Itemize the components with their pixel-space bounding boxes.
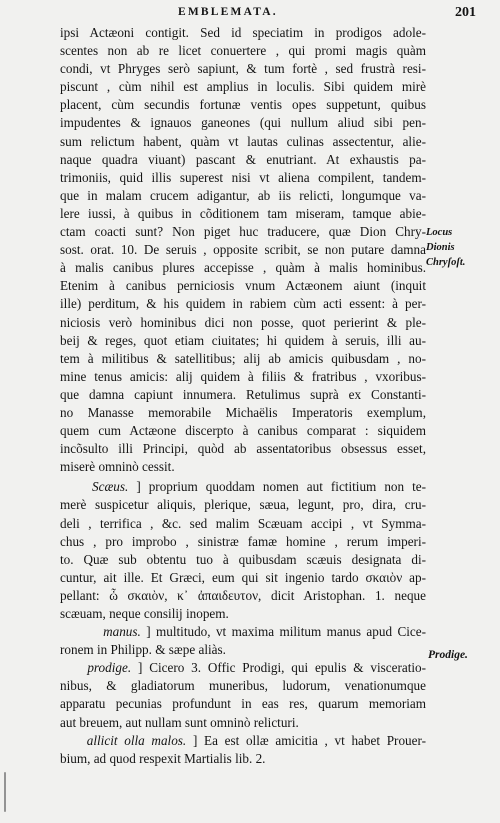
- text-line: beij & reges, quot etiam ciuitates; hi quidem à seruis, illi au-: [60, 332, 426, 348]
- margin-note-prodige: Prodige.: [428, 649, 468, 661]
- text-line: no Manasse memorabile Michaëlis Imperatoris exemplum,: [60, 404, 426, 420]
- body-text: [60, 24, 426, 768]
- text-line: ctam coacti sunt? Non piget huc traducere, quæ Dion Chry-: [60, 224, 426, 240]
- note-line: cuntur, ait ille. Et Græci, eum qui sit ingenio tardo σκαιὸν ap-: [60, 569, 426, 585]
- text-line: niciosis verò hominibus dici non posse, quot perierint & ple-: [60, 314, 426, 330]
- text-line: Etenim à canibus perniciosis vnum Actæonem aiunt (inquit: [60, 278, 426, 294]
- text-line: ipsi Actæoni contigit. Sed id speciatim in prodigos adole-: [60, 25, 426, 40]
- text-line: naque quadra viuant) pascant & enutriant. At exhaustis pa-: [60, 151, 426, 167]
- note-line: ronem in Philipp. & sæpe aliàs.: [60, 642, 226, 658]
- text-line: miserè omninò cessit.: [60, 459, 175, 475]
- text-line: scentes non ab re licet conuertere , qui promi magis quàm: [60, 43, 426, 59]
- text-line: sost. orat. 10. De seruis , opposite scribit, se non putare damna: [60, 242, 426, 258]
- text-line: tem à militibus & satellitibus; alij ab amicis quibusdam , no-: [60, 350, 426, 366]
- margin-note-line: Chryſoſt.: [426, 257, 466, 268]
- margin-note-line: Dionis: [426, 242, 455, 253]
- text-line: à malis canibus plures accepisse , quàm à malis hominibus.: [60, 260, 426, 276]
- margin-note-line: Locus: [426, 227, 453, 238]
- note-line: chus , pro improbo , sinistræ famæ homine , rerum imperi-: [60, 533, 426, 549]
- text-line: impudentes & ignauos ganeones (qui nullum aliud sibi pen-: [60, 115, 426, 131]
- note-line: deli , terrifica , &c. sed malim Scæuam accipi , vt Symma-: [60, 515, 426, 531]
- note-line: scæuam, neque consilij inopem.: [60, 606, 229, 621]
- text-line: placent, cùm secundis fortunæ ventis opes suppetunt, quibus: [60, 97, 426, 113]
- text-line: trimoniis, quid illis superest nisi vt aliena compilent, tandem-: [60, 169, 426, 185]
- running-head: [0, 5, 500, 25]
- text-line: incõsulto illi Principi, quòd ab assentatoribus obsessus esset,: [60, 441, 426, 457]
- note-line: aut breuem, aut nullam sunt omninò relicturi.: [60, 714, 299, 730]
- margin-note-dio: [426, 225, 496, 270]
- text-line: condi, vt Phryges serò sapiunt, & tum fortè , sed frustrà resi-: [60, 61, 426, 77]
- gutter-mark: [4, 772, 6, 812]
- note-line: nibus, & gladiatorum muneribus, ludorum, venationumque: [60, 678, 426, 694]
- text-line: que damna capiunt innumera. Retulimus suprà ex Constanti-: [60, 386, 426, 402]
- note-line: merè suspicetur aliquis, plerique, sæua, legunt, pro, dira, cru-: [60, 497, 426, 513]
- note-line: bium, ad quod respexit Martialis lib. 2.: [60, 750, 266, 766]
- text-line: lere iussi, à quibus in cõditionem tam miseram, tamque abie-: [60, 205, 426, 221]
- note-line: to. Quæ sub obtentu tuo à quibusdam scæuis designata di-: [60, 551, 426, 567]
- note-line: prodige. ] Cicero 3. Offic Prodigi, qui epulis & visceratio-: [87, 660, 427, 676]
- running-title: EMBLEMATA.: [178, 6, 278, 18]
- page-number: 201: [455, 5, 476, 20]
- note-label-allicit: allicit olla malos.: [86, 732, 187, 748]
- note-line: apparatu pecunias profundunt in eas res, quarum memoriam: [60, 696, 426, 712]
- note-line: pellant: ὦ σκαιὸν, κ᾽ ἀπαιδευτον, dicit Aristophan. 1. neque: [60, 587, 426, 603]
- note-label-manus: manus.: [103, 624, 141, 640]
- note-line: allicit olla malos. ] Ea est ollæ amicitia , vt habet Prouer-: [86, 732, 427, 748]
- text-line: que in malam crucem adigantur, ab iis relicti, longumque va-: [60, 187, 426, 203]
- note-label-prodige: prodige.: [87, 660, 132, 676]
- text-line: quem cum Actæone discerpto à canibus comparat : siquidem: [60, 423, 426, 439]
- text-line: mine tenus amicis: alij quidem à filiis & fratribus , vxoribus-: [60, 368, 426, 384]
- text-line: piscunt , cùm nihil est amplius in loculis. Sibi quidem mirè: [60, 79, 426, 95]
- note-line: Scæus. ] proprium quoddam nomen aut fictitium non te-: [92, 479, 427, 495]
- text-line: ille) perditum, & his quidem in rabiem cùm acti essent: à per-: [60, 296, 426, 312]
- note-label-scaeus: Scæus.: [92, 479, 129, 495]
- note-line: manus. ] multitudo, vt maxima militum manus apud Cice-: [103, 624, 426, 640]
- text-line: sum relictum habent, quàm vt lautas culinas assectentur, alie-: [60, 133, 426, 149]
